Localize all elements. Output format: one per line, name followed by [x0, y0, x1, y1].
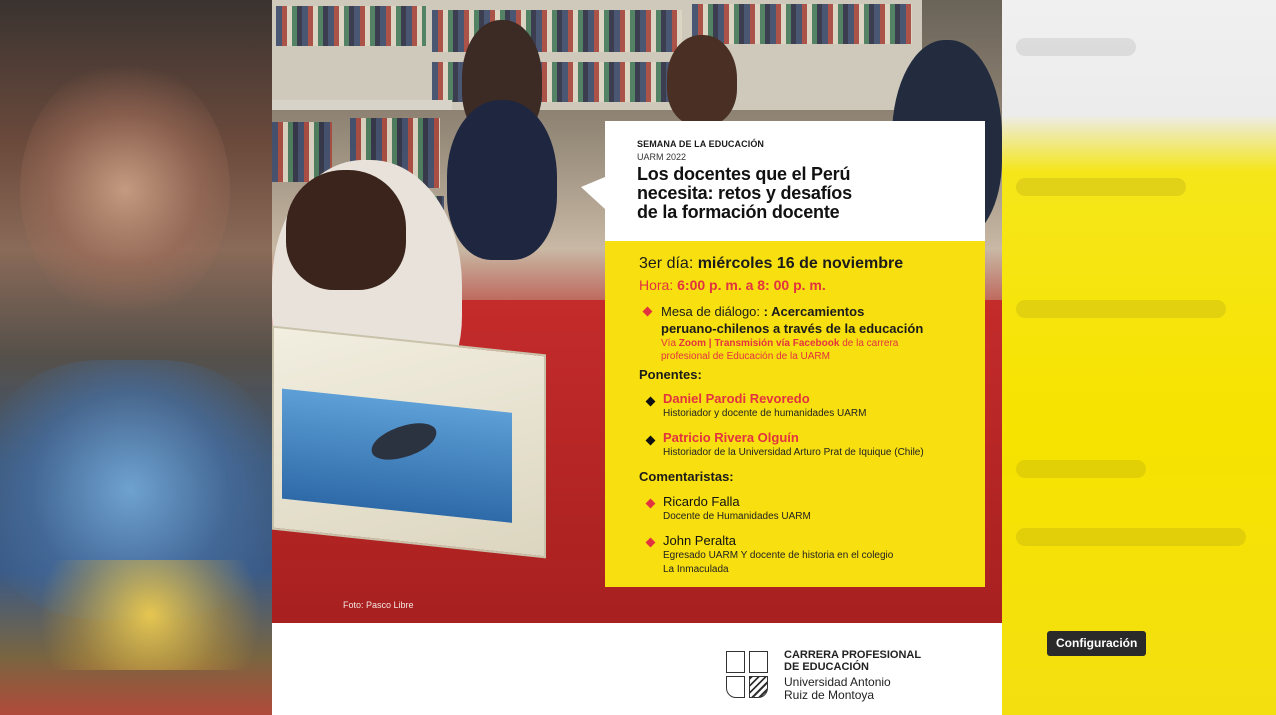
photo-credit: Foto: Pasco Libre: [343, 600, 414, 610]
speaker-role: Historiador de la Universidad Arturo Prat de Iquique (Chile): [663, 447, 924, 458]
speaker-role: Historiador y docente de humanidades UARM: [663, 408, 867, 419]
event-poster: [272, 0, 1002, 715]
commentator-role-cont: La Inmaculada: [663, 564, 729, 575]
event-kicker: SEMANA DE LA EDUCACIÓN: [637, 139, 765, 149]
panel-title: Mesa de diálogo: : Acercamientos peruano-chilenos a través de la educación: [661, 304, 924, 336]
speaker-name: Patricio Rivera Olguín: [663, 430, 799, 445]
event-year: UARM 2022: [637, 152, 687, 162]
event-title-card: [605, 121, 985, 241]
speaker-name: Daniel Parodi Revoredo: [663, 391, 810, 406]
footer-program: CARRERA PROFESIONAL DE EDUCACIÓN: [784, 649, 922, 673]
bullet-pin-icon: [646, 436, 656, 446]
event-details-card: [605, 241, 985, 587]
bullet-pin-icon: [646, 538, 656, 548]
commentator-role: Docente de Humanidades UARM: [663, 511, 811, 522]
commentator-name: Ricardo Falla: [663, 494, 740, 509]
settings-tooltip: Configuración: [1047, 631, 1146, 656]
bullet-pin-icon: [643, 307, 653, 317]
bullet-pin-icon: [646, 499, 656, 509]
speakers-heading: Ponentes:: [639, 367, 702, 382]
bullet-pin-icon: [646, 397, 656, 407]
blurred-background-left: [0, 0, 272, 715]
blurred-background-right: [1002, 0, 1276, 715]
picture-book: [272, 326, 546, 559]
event-headline: Los docentes que el Perú necesita: retos y desafíos de la formación docente: [637, 164, 852, 222]
university-crest-icon: [726, 649, 770, 699]
event-day: 3er día: miércoles 16 de noviembre: [639, 255, 904, 272]
broadcast-info: Vía Zoom | Transmisión vía Facebook de la carrera profesional de Educación de la UARM: [661, 338, 899, 362]
commentator-role: Egresado UARM Y docente de historia en el colegio: [663, 550, 894, 561]
commentators-heading: Comentaristas:: [639, 469, 734, 484]
event-hour: Hora: 6:00 p. m. a 8: 00 p. m.: [639, 277, 826, 293]
commentator-name: John Peralta: [663, 533, 736, 548]
poster-footer: [272, 623, 1002, 715]
footer-university: Universidad Antonio Ruiz de Montoya: [784, 675, 891, 702]
